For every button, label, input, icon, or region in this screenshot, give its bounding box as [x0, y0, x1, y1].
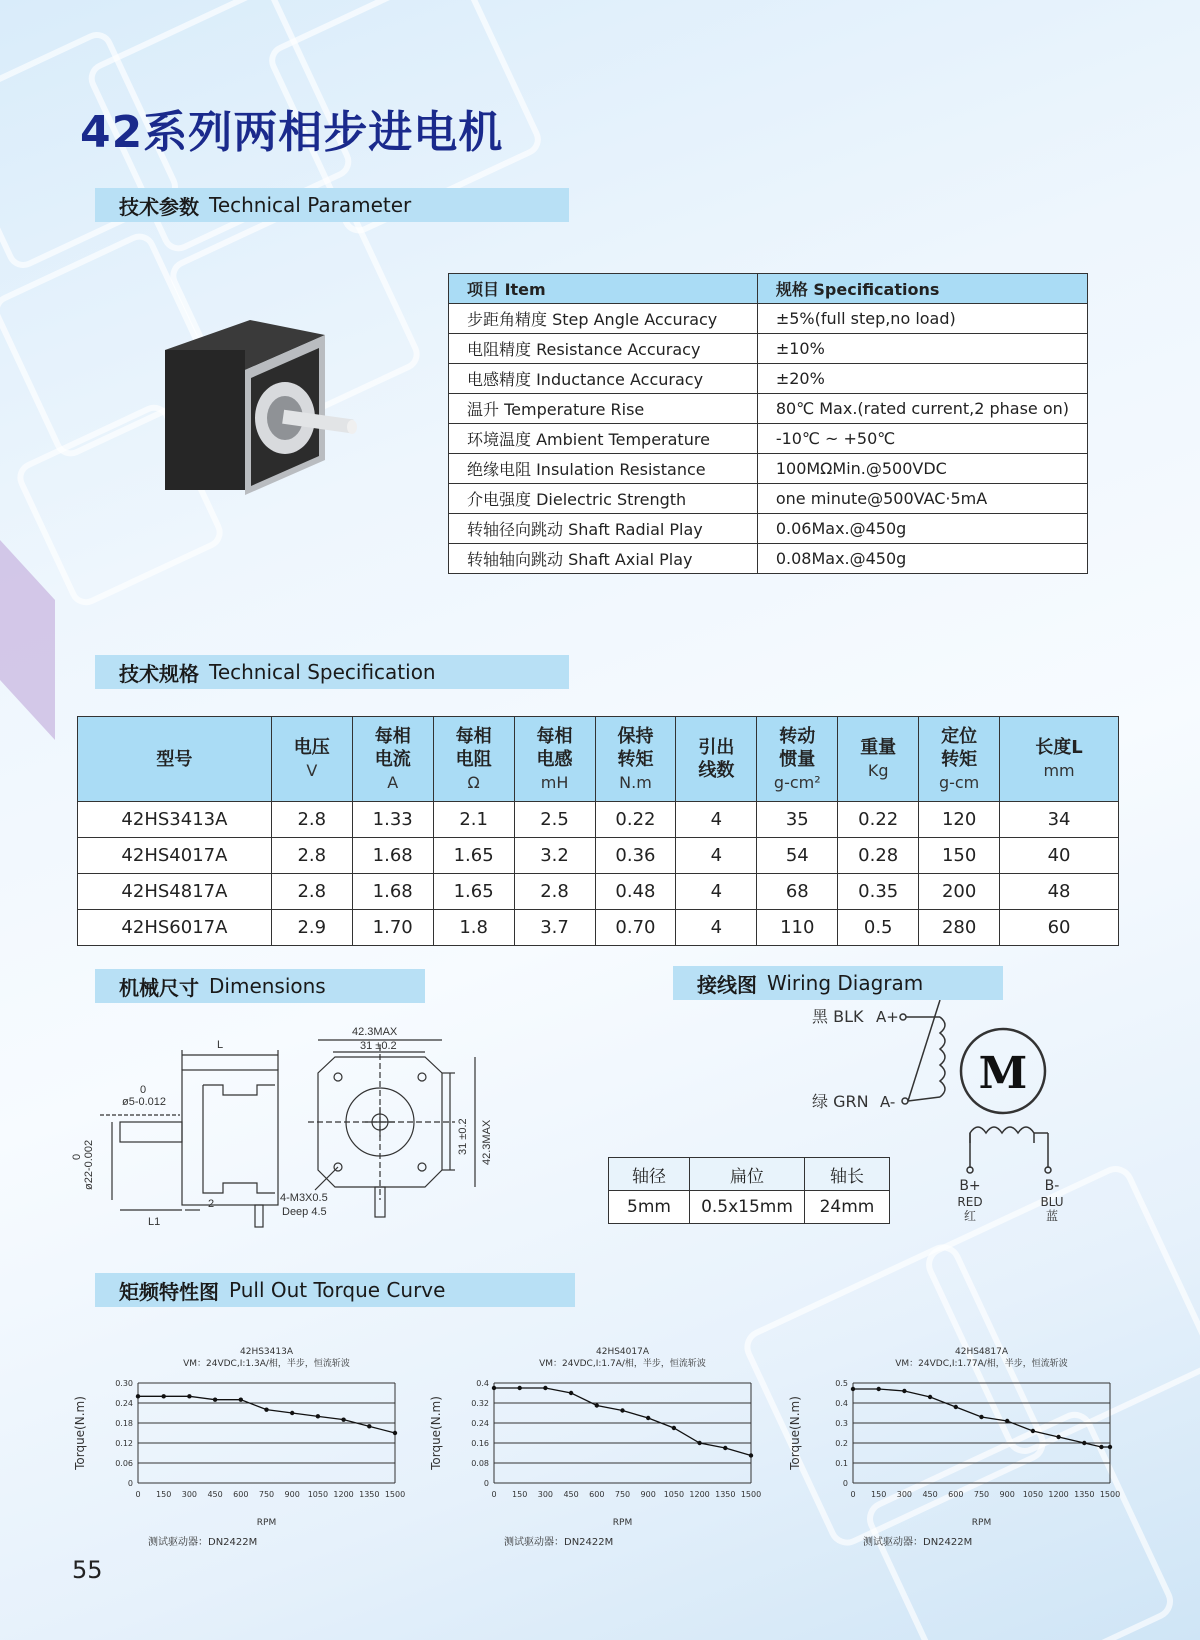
spec-value-cell: 280	[919, 910, 1000, 946]
spec-header-name: 每相 电流	[374, 725, 411, 770]
chart-point	[569, 1391, 573, 1395]
chart-x-tick-label: 450	[563, 1490, 579, 1499]
chart-point	[1108, 1445, 1112, 1449]
param-item: 环境温度 Ambient Temperature	[449, 424, 758, 454]
spec-value-cell: 0.48	[595, 874, 676, 910]
spec-value-cell: 1.33	[352, 802, 433, 838]
chart-point	[393, 1431, 397, 1435]
chart-y-tick-label: 0	[127, 1479, 133, 1488]
spec-header-name: 重量	[860, 737, 897, 758]
spec-header-name: 引出 线数	[698, 737, 735, 781]
spec-value-cell: 4	[676, 910, 757, 946]
param-value: 80℃ Max.(rated current,2 phase on)	[757, 394, 1087, 424]
chart-x-tick-label: 150	[512, 1490, 528, 1499]
chart-point	[595, 1403, 599, 1407]
spec-value-cell: 0.35	[838, 874, 919, 910]
section-en: Dimensions	[209, 974, 326, 998]
chart-y-label: Torque(N.m)	[788, 1396, 802, 1470]
param-value: ±20%	[757, 364, 1087, 394]
chart-x-tick-label: 1350	[359, 1490, 380, 1499]
chart-x-tick-label: 900	[284, 1490, 300, 1499]
table-row	[449, 544, 1088, 574]
spec-value-cell: 34	[1000, 802, 1119, 838]
param-table	[448, 273, 1088, 574]
wire-b-minus: B-	[1044, 1178, 1060, 1194]
section-zh: 矩频特性图	[119, 1279, 219, 1304]
section-zh: 接线图	[697, 972, 757, 997]
spec-header-name: 每相 电感	[536, 725, 573, 770]
spec-header-unit: N.m	[619, 772, 652, 792]
dim-boss: ø22-0.002	[83, 1139, 95, 1190]
dim-deep: Deep 4.5	[282, 1206, 327, 1218]
spec-header-cell	[433, 717, 514, 802]
table-row	[449, 484, 1088, 514]
dim-two-label: 2	[208, 1198, 215, 1210]
dim-hole-spacing-v: 31 ±0.2	[457, 1118, 469, 1155]
chart-point	[162, 1394, 166, 1398]
spec-value-cell: 0.22	[838, 802, 919, 838]
chart-point	[136, 1394, 140, 1398]
chart-x-tick-label: 300	[537, 1490, 554, 1499]
shaft-header: 扁位	[690, 1158, 805, 1191]
spec-value-cell: 2.8	[271, 838, 352, 874]
spec-header-unit: A	[387, 772, 399, 792]
spec-value-cell: 0.22	[595, 802, 676, 838]
section-en: Pull Out Torque Curve	[229, 1278, 446, 1302]
torque-chart-42hs3413a	[70, 1340, 415, 1555]
section-zh: 技术规格	[119, 661, 199, 686]
spec-model-cell: 42HS4017A	[78, 838, 272, 874]
chart-x-tick-label: 750	[258, 1490, 275, 1499]
wire-a-plus-label: 黑 BLK	[812, 1007, 864, 1026]
wire-b-plus-zh: 红	[963, 1209, 977, 1223]
dim-hole-spacing: 31 ±0.2	[360, 1040, 397, 1052]
spec-header-cell	[1000, 717, 1119, 802]
spec-header-unit: Kg	[867, 761, 889, 780]
table-row	[449, 364, 1088, 394]
wire-b-minus-zh: 蓝	[1045, 1209, 1059, 1223]
param-value: -10℃ ~ +50℃	[757, 424, 1087, 454]
dim-max-width: 42.3MAX	[352, 1026, 398, 1038]
section-en: Technical Specification	[209, 660, 436, 684]
param-value: 100MΩMin.@500VDC	[757, 454, 1087, 484]
chart-point	[646, 1416, 650, 1420]
spec-value-cell: 1.65	[433, 838, 514, 874]
dim-shaft-dia: ø5-0.012	[122, 1096, 167, 1108]
chart-x-tick-label: 600	[948, 1490, 964, 1499]
spec-header-cell	[271, 717, 352, 802]
chart-x-tick-label: 300	[181, 1490, 198, 1499]
chart-x-tick-label: 1500	[384, 1490, 406, 1499]
spec-value-cell: 150	[919, 838, 1000, 874]
spec-header-cell	[352, 717, 433, 802]
spec-value-cell: 35	[757, 802, 838, 838]
table-row	[78, 802, 1119, 838]
dim-l-label: L	[217, 1039, 224, 1051]
page-number: 55	[72, 1556, 103, 1584]
motor-symbol: M	[978, 1048, 1028, 1099]
chart-point	[518, 1386, 522, 1390]
chart-x-tick-label: 1050	[1022, 1490, 1044, 1499]
chart-point	[1056, 1435, 1060, 1439]
wire-b-plus-en: RED	[957, 1195, 983, 1209]
section-zh: 机械尺寸	[119, 975, 199, 1000]
spec-value-cell: 4	[676, 874, 757, 910]
chart-point	[264, 1407, 268, 1411]
spec-value-cell: 200	[919, 874, 1000, 910]
chart-title: 42HS4017A	[596, 1347, 649, 1357]
param-item: 转轴轴向跳动 Shaft Axial Play	[449, 544, 758, 574]
section-dimensions-header	[95, 969, 425, 1003]
chart-footer: 测试驱动器：DN2422M	[148, 1537, 258, 1548]
dimension-drawing	[70, 1015, 510, 1230]
spec-table-header	[78, 717, 1119, 802]
wire-a-minus-label: 绿 GRN	[812, 1092, 869, 1111]
spec-value-cell: 1.68	[352, 874, 433, 910]
chart-x-tick-label: 1200	[689, 1490, 710, 1499]
chart-point	[239, 1397, 243, 1401]
param-item: 电感精度 Inductance Accuracy	[449, 364, 758, 394]
spec-value-cell: 1.8	[433, 910, 514, 946]
chart-y-tick-label: 0.1	[835, 1459, 848, 1468]
chart-footer: 测试驱动器：DN2422M	[504, 1537, 614, 1548]
chart-point	[979, 1415, 983, 1419]
chart-x-label: RPM	[612, 1518, 633, 1528]
chart-x-label: RPM	[256, 1518, 277, 1528]
chart-point	[1005, 1419, 1009, 1423]
param-item: 步距角精度 Step Angle Accuracy	[449, 304, 758, 334]
chart-y-tick-label: 0.2	[835, 1439, 848, 1448]
spec-value-cell: 0.36	[595, 838, 676, 874]
section-en: Technical Parameter	[209, 193, 412, 217]
chart-x-tick-label: 750	[614, 1490, 631, 1499]
chart-y-tick-label: 0.12	[115, 1439, 133, 1448]
spec-value-cell: 4	[676, 802, 757, 838]
param-item: 介电强度 Dielectric Strength	[449, 484, 758, 514]
shaft-header: 轴径	[609, 1158, 690, 1191]
param-value: 0.08Max.@450g	[757, 544, 1087, 574]
section-wiring-header	[673, 966, 1003, 1000]
chart-x-tick-label: 600	[233, 1490, 249, 1499]
table-row	[449, 424, 1088, 454]
chart-y-tick-label: 0.4	[476, 1379, 489, 1388]
chart-x-tick-label: 1200	[333, 1490, 354, 1499]
chart-x-tick-label: 1050	[663, 1490, 685, 1499]
chart-point	[697, 1441, 701, 1445]
chart-subtitle: VM：24VDC,I:1.7A/相，半步，恒流斩波	[539, 1359, 706, 1369]
chart-x-tick-label: 1350	[1074, 1490, 1095, 1499]
spec-header-name: 转动 惯量	[779, 725, 816, 770]
table-row	[449, 334, 1088, 364]
chart-subtitle: VM：24VDC,I:1.3A/相，半步，恒流斩波	[183, 1359, 350, 1369]
spec-header-name: 定位 转矩	[941, 725, 978, 770]
chart-point	[851, 1387, 855, 1391]
spec-value-cell: 54	[757, 838, 838, 874]
chart-point	[672, 1426, 676, 1430]
spec-header-name: 电压	[293, 737, 330, 758]
chart-point	[341, 1417, 345, 1421]
spec-header-name: 保持 转矩	[617, 725, 654, 770]
param-value: ±10%	[757, 334, 1087, 364]
param-value: ±5%(full step,no load)	[757, 304, 1087, 334]
spec-header-unit: g-cm	[938, 772, 980, 792]
chart-x-tick-label: 900	[640, 1490, 656, 1499]
chart-y-tick-label: 0.16	[471, 1439, 489, 1448]
chart-x-tick-label: 1350	[715, 1490, 736, 1499]
spec-value-cell: 120	[919, 802, 1000, 838]
spec-value-cell: 40	[1000, 838, 1119, 874]
spec-header-name: 每相 电阻	[455, 725, 492, 770]
spec-header-cell	[757, 717, 838, 802]
chart-title: 42HS3413A	[240, 1347, 293, 1357]
param-value: 0.06Max.@450g	[757, 514, 1087, 544]
spec-model-cell: 42HS3413A	[78, 802, 272, 838]
chart-point	[902, 1389, 906, 1393]
chart-x-tick-label: 0	[491, 1490, 497, 1499]
shaft-value: 0.5x15mm	[690, 1191, 805, 1224]
chart-x-label: RPM	[971, 1518, 992, 1528]
table-row	[78, 838, 1119, 874]
wire-b-plus: B+	[959, 1178, 981, 1194]
chart-point	[316, 1414, 320, 1418]
shaft-header: 轴长	[805, 1158, 890, 1191]
dim-boss-top: 0	[71, 1153, 83, 1160]
spec-value-cell: 1.68	[352, 838, 433, 874]
motor-photo	[155, 310, 370, 505]
chart-y-tick-label: 0.30	[115, 1379, 133, 1388]
chart-point	[877, 1387, 881, 1391]
spec-header-cell	[676, 717, 757, 802]
chart-y-tick-label: 0.5	[835, 1379, 848, 1388]
spec-header-name: 长度L	[1035, 737, 1083, 758]
section-tech-param-header	[95, 188, 569, 222]
section-en: Wiring Diagram	[767, 971, 924, 995]
chart-x-tick-label: 600	[589, 1490, 605, 1499]
chart-point	[620, 1408, 624, 1412]
chart-point	[1099, 1445, 1103, 1449]
chart-point	[213, 1397, 217, 1401]
chart-point	[723, 1446, 727, 1450]
chart-y-tick-label: 0.4	[835, 1399, 848, 1408]
spec-header-cell	[838, 717, 919, 802]
table-row	[609, 1191, 890, 1224]
table-row	[449, 394, 1088, 424]
chart-y-tick-label: 0	[483, 1479, 489, 1488]
shaft-value: 24mm	[805, 1191, 890, 1224]
chart-point	[187, 1394, 191, 1398]
spec-value-cell: 1.65	[433, 874, 514, 910]
chart-y-tick-label: 0.08	[471, 1459, 489, 1468]
section-tech-spec-header	[95, 655, 569, 689]
dim-screw: 4-M3X0.5	[280, 1192, 328, 1204]
param-item: 温升 Temperature Rise	[449, 394, 758, 424]
chart-x-tick-label: 900	[999, 1490, 1015, 1499]
spec-value-cell: 2.8	[271, 802, 352, 838]
spec-value-cell: 0.28	[838, 838, 919, 874]
shaft-value: 5mm	[609, 1191, 690, 1224]
param-value: one minute@500VAC·5mA	[757, 484, 1087, 514]
spec-header-cell	[514, 717, 595, 802]
spec-value-cell: 4	[676, 838, 757, 874]
chart-title: 42HS4817A	[955, 1347, 1008, 1357]
chart-point	[290, 1411, 294, 1415]
spec-value-cell: 2.8	[514, 874, 595, 910]
table-row	[449, 454, 1088, 484]
spec-value-cell: 0.70	[595, 910, 676, 946]
spec-value-cell: 48	[1000, 874, 1119, 910]
spec-value-cell: 2.1	[433, 802, 514, 838]
spec-header-unit: g-cm²	[773, 772, 821, 792]
spec-value-cell: 2.8	[271, 874, 352, 910]
chart-x-tick-label: 750	[973, 1490, 990, 1499]
chart-x-tick-label: 1500	[740, 1490, 762, 1499]
chart-x-tick-label: 150	[871, 1490, 887, 1499]
wire-a-minus: A-	[880, 1093, 896, 1111]
spec-header-cell	[78, 717, 272, 802]
spec-header-unit: mm	[1043, 761, 1075, 780]
chart-x-tick-label: 1050	[307, 1490, 329, 1499]
chart-point	[1082, 1441, 1086, 1445]
chart-point	[928, 1395, 932, 1399]
spec-value-cell: 3.7	[514, 910, 595, 946]
chart-series-line	[494, 1388, 751, 1456]
spec-value-cell: 1.70	[352, 910, 433, 946]
section-torque-header	[95, 1273, 575, 1307]
table-row	[449, 514, 1088, 544]
chart-x-tick-label: 450	[922, 1490, 938, 1499]
param-item: 转轴径向跳动 Shaft Radial Play	[449, 514, 758, 544]
chart-x-tick-label: 150	[156, 1490, 172, 1499]
chart-point	[367, 1424, 371, 1428]
param-item: 电阻精度 Resistance Accuracy	[449, 334, 758, 364]
chart-y-tick-label: 0.24	[115, 1399, 133, 1408]
dim-shaft-top: 0	[140, 1084, 147, 1096]
chart-y-label: Torque(N.m)	[73, 1396, 87, 1470]
param-header-item: 项目 Item	[449, 274, 758, 304]
table-row	[78, 874, 1119, 910]
spec-header-cell	[595, 717, 676, 802]
chart-point	[749, 1453, 753, 1457]
chart-x-tick-label: 450	[207, 1490, 223, 1499]
chart-x-tick-label: 1500	[1099, 1490, 1121, 1499]
dim-l1-label: L1	[148, 1216, 161, 1228]
chart-point	[492, 1386, 496, 1390]
dim-max-height: 42.3MAX	[481, 1119, 493, 1165]
chart-y-tick-label: 0.3	[835, 1419, 848, 1428]
chart-y-tick-label: 0.24	[471, 1419, 489, 1428]
spec-value-cell: 2.9	[271, 910, 352, 946]
spec-header-cell	[919, 717, 1000, 802]
spec-value-cell: 110	[757, 910, 838, 946]
spec-value-cell: 2.5	[514, 802, 595, 838]
spec-table	[77, 716, 1119, 946]
chart-subtitle: VM：24VDC,I:1.77A/相，半步，恒流斩波	[895, 1359, 1068, 1369]
chart-point	[1031, 1429, 1035, 1433]
param-item: 绝缘电阻 Insulation Resistance	[449, 454, 758, 484]
chart-x-tick-label: 1200	[1048, 1490, 1069, 1499]
spec-header-unit: V	[306, 761, 318, 780]
wire-a-plus: A+	[876, 1008, 899, 1026]
chart-y-label: Torque(N.m)	[429, 1396, 443, 1470]
chart-y-tick-label: 0.18	[115, 1419, 133, 1428]
shaft-table-header	[609, 1158, 890, 1191]
chart-point	[954, 1405, 958, 1409]
chart-y-tick-label: 0	[842, 1479, 848, 1488]
spec-header-unit: Ω	[467, 772, 480, 792]
torque-chart-42hs4017a	[426, 1340, 776, 1555]
shaft-table	[608, 1157, 890, 1224]
spec-header-name: 型号	[156, 748, 193, 770]
param-table-header	[449, 274, 1088, 304]
chart-x-tick-label: 300	[896, 1490, 913, 1499]
spec-value-cell: 3.2	[514, 838, 595, 874]
chart-footer: 测试驱动器：DN2422M	[863, 1537, 973, 1548]
section-zh: 技术参数	[119, 194, 199, 219]
table-row	[449, 304, 1088, 334]
param-header-spec: 规格 Specifications	[757, 274, 1087, 304]
chart-series-line	[138, 1396, 395, 1433]
chart-y-tick-label: 0.32	[471, 1399, 489, 1408]
wire-b-minus-en: BLU	[1040, 1195, 1064, 1209]
spec-value-cell: 60	[1000, 910, 1119, 946]
spec-model-cell: 42HS4817A	[78, 874, 272, 910]
spec-header-unit: mH	[540, 772, 569, 792]
chart-point	[543, 1386, 547, 1390]
torque-chart-42hs4817a	[785, 1340, 1130, 1555]
chart-x-tick-label: 0	[850, 1490, 856, 1499]
spec-value-cell: 0.5	[838, 910, 919, 946]
table-row	[78, 910, 1119, 946]
chart-y-tick-label: 0.06	[115, 1459, 133, 1468]
spec-value-cell: 68	[757, 874, 838, 910]
spec-model-cell: 42HS6017A	[78, 910, 272, 946]
page-title: 42系列两相步进电机	[80, 107, 504, 158]
chart-x-tick-label: 0	[135, 1490, 141, 1499]
